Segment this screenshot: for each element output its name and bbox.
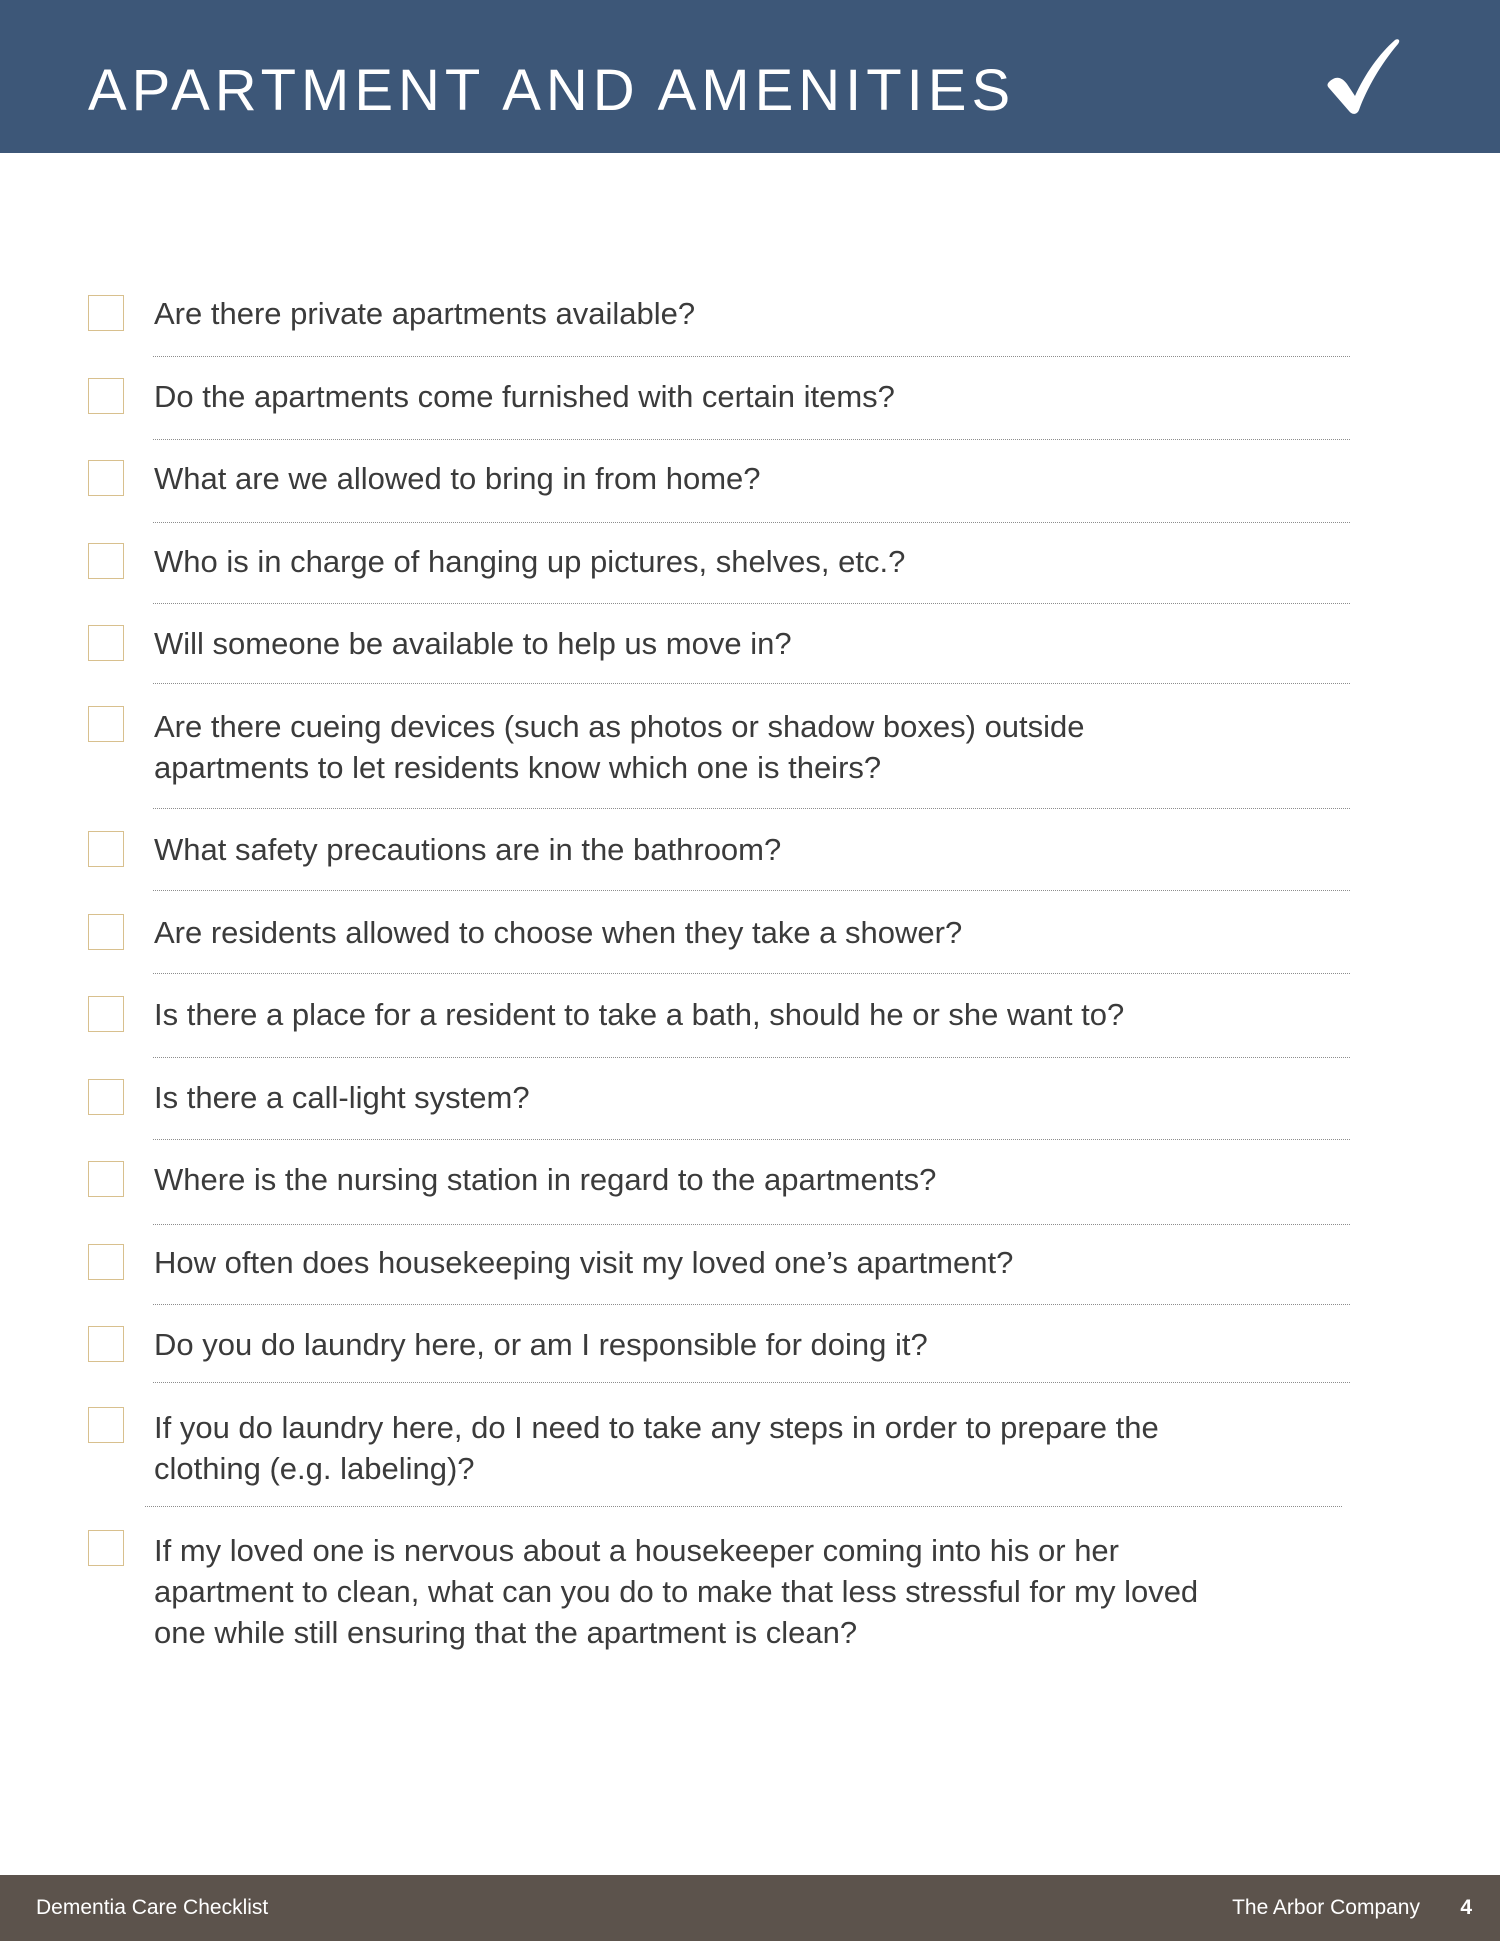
checkbox[interactable] — [88, 1407, 124, 1443]
checkbox[interactable] — [88, 706, 124, 742]
divider — [145, 1506, 1342, 1507]
checkbox[interactable] — [88, 1079, 124, 1115]
checklist-item-text: How often does housekeeping visit my loved one’s apartment? — [154, 1245, 1014, 1280]
checklist-item-text: If my loved one is nervous about a housekeeper coming into his or her apartment to clean, what can you do to make that less stressful for my loved one while still ensuring that the apartment is clean? — [154, 1533, 1199, 1650]
checklist-item-text: Do you do laundry here, or am I responsible for doing it? — [154, 1327, 928, 1362]
checkbox[interactable] — [88, 378, 124, 414]
divider — [153, 356, 1350, 357]
checkbox[interactable] — [88, 914, 124, 950]
checklist-item-text: Where is the nursing station in regard to the apartments? — [154, 1162, 937, 1197]
footer-document-title: Dementia Care Checklist — [36, 1896, 269, 1919]
checklist-item-text: Is there a place for a resident to take a bath, should he or she want to? — [154, 997, 1125, 1032]
footer-company-name: The Arbor Company — [1232, 1896, 1420, 1919]
divider — [153, 522, 1350, 523]
checkbox[interactable] — [88, 831, 124, 867]
checklist-item-text: Are residents allowed to choose when they take a shower? — [154, 915, 963, 950]
divider — [153, 683, 1350, 684]
divider — [153, 439, 1350, 440]
divider — [153, 1057, 1350, 1058]
checkbox[interactable] — [88, 295, 124, 331]
checkbox[interactable] — [88, 460, 124, 496]
checkbox[interactable] — [88, 1326, 124, 1362]
divider — [153, 1139, 1350, 1140]
divider — [153, 808, 1350, 809]
checklist-item-text: Who is in charge of hanging up pictures, shelves, etc.? — [154, 544, 906, 579]
checklist-item-text: Will someone be available to help us move in? — [154, 626, 792, 661]
checkbox[interactable] — [88, 625, 124, 661]
checklist-item-text: Are there private apartments available? — [154, 296, 696, 331]
divider — [153, 603, 1350, 604]
divider — [153, 1224, 1350, 1225]
checklist-item-text: Do the apartments come furnished with certain items? — [154, 379, 895, 414]
checkbox[interactable] — [88, 1161, 124, 1197]
checklist-item-text: Are there cueing devices (such as photos or shadow boxes) outside apartments to let residents know which one is theirs? — [154, 709, 1085, 785]
checkbox[interactable] — [88, 543, 124, 579]
page-number: 4 — [1460, 1896, 1472, 1919]
divider — [153, 1382, 1350, 1383]
checklist-item-text: What are we allowed to bring in from home? — [154, 461, 761, 496]
page-footer — [0, 1875, 1500, 1941]
checkbox[interactable] — [88, 1530, 124, 1566]
checklist-item-text: What safety precautions are in the bathroom? — [154, 832, 782, 867]
page-title: APARTMENT AND AMENITIES — [88, 58, 1016, 123]
divider — [153, 890, 1350, 891]
checklist-item-text: If you do laundry here, do I need to take any steps in order to prepare the clothing (e.g. labeling)? — [154, 1410, 1159, 1486]
checklist-item-text: Is there a call-light system? — [154, 1080, 530, 1115]
checkbox[interactable] — [88, 1244, 124, 1280]
divider — [153, 973, 1350, 974]
divider — [153, 1304, 1350, 1305]
checkbox[interactable] — [88, 996, 124, 1032]
